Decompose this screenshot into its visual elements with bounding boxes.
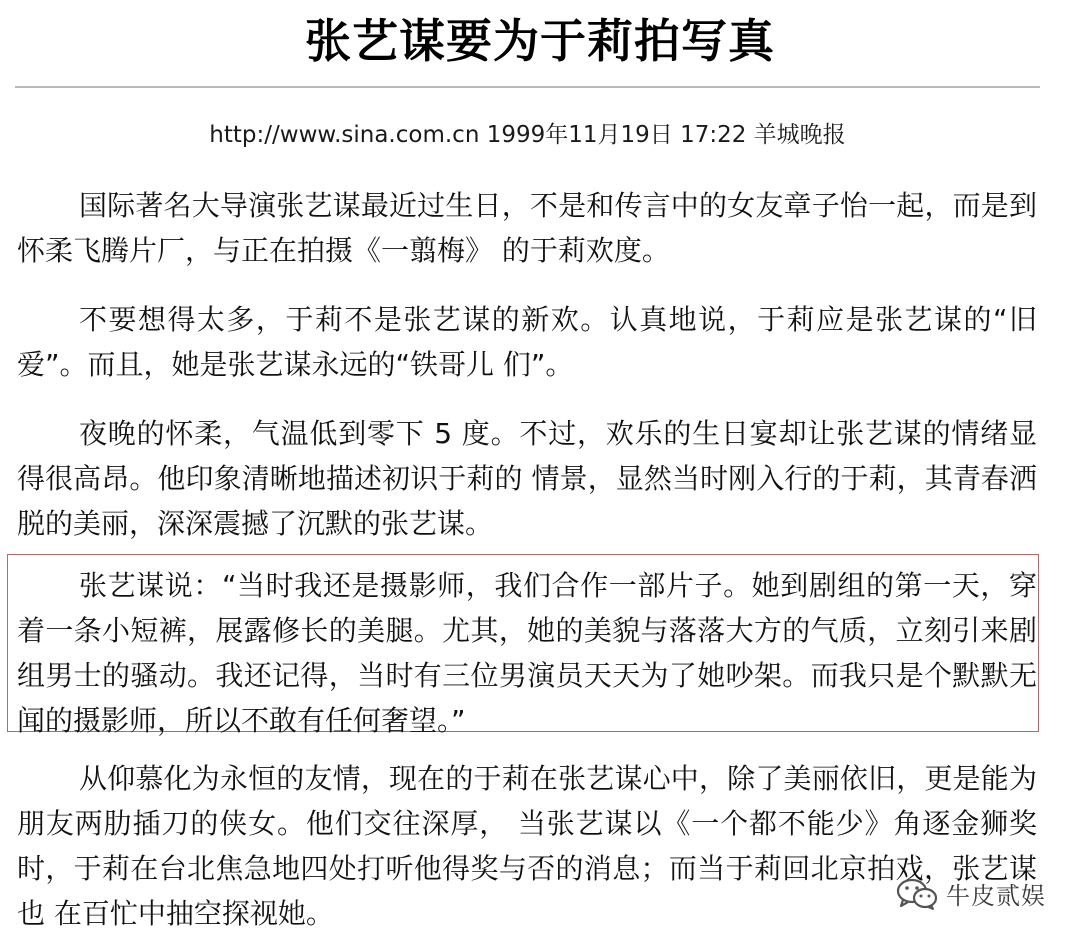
wechat-icon (896, 877, 938, 911)
article-title: 张艺谋要为于莉拍写真 (305, 14, 775, 68)
watermark (896, 876, 1046, 911)
paragraph-5: 从仰慕化为永恒的友情，现在的于莉在张艺谋心中，除了美丽依旧，更是能为朋友两肋插刀的侠女。他们交往深厚， 当张艺谋以《一个都不能少》角逐金狮奖时，于莉在台北焦急地四处打听他得奖与否的消息；而当于莉回北京拍戏，张艺谋也 在百忙中抽空探视她。 (17, 762, 1037, 930)
watermark-text: 牛皮贰娱 (946, 882, 1046, 910)
source-line: http://www.sina.com.cn 1999年11月19日 17:22 羊城晚报 (209, 122, 846, 148)
paragraph-3: 夜晚的怀柔，气温低到零下 5 度。不过，欢乐的生日宴却让张艺谋的情绪显得很高昂。他印象清晰地描述初识于莉的 情景，显然当时刚入行的于莉，其青春洒脱的美丽，深深震撼了沉默的张艺谋。 (17, 417, 1037, 540)
paragraph-4-quote: 张艺谋说：“当时我还是摄影师，我们合作一部片子。她到剧组的第一天，穿着一条小短裤，展露修长的美腿。尤其，她的美貌与落落大方的气质，立刻引来剧组男士的骚动。我还记得，当时有三位男演员天天为了她吵架。而我只是个默默无 闻的摄影师，所以不敢有任何奢望。” (17, 569, 1037, 737)
paragraph-1: 国际著名大导演张艺谋最近过生日，不是和传言中的女友章子怡一起，而是到怀柔飞腾片厂，与正在拍摄《一翦梅》 的于莉欢度。 (17, 189, 1037, 267)
paragraph-2: 不要想得太多，于莉不是张艺谋的新欢。认真地说，于莉应是张艺谋的“旧爱”。而且，她是张艺谋永远的“铁哥儿 们”。 (17, 303, 1037, 381)
title-divider (15, 86, 1040, 88)
